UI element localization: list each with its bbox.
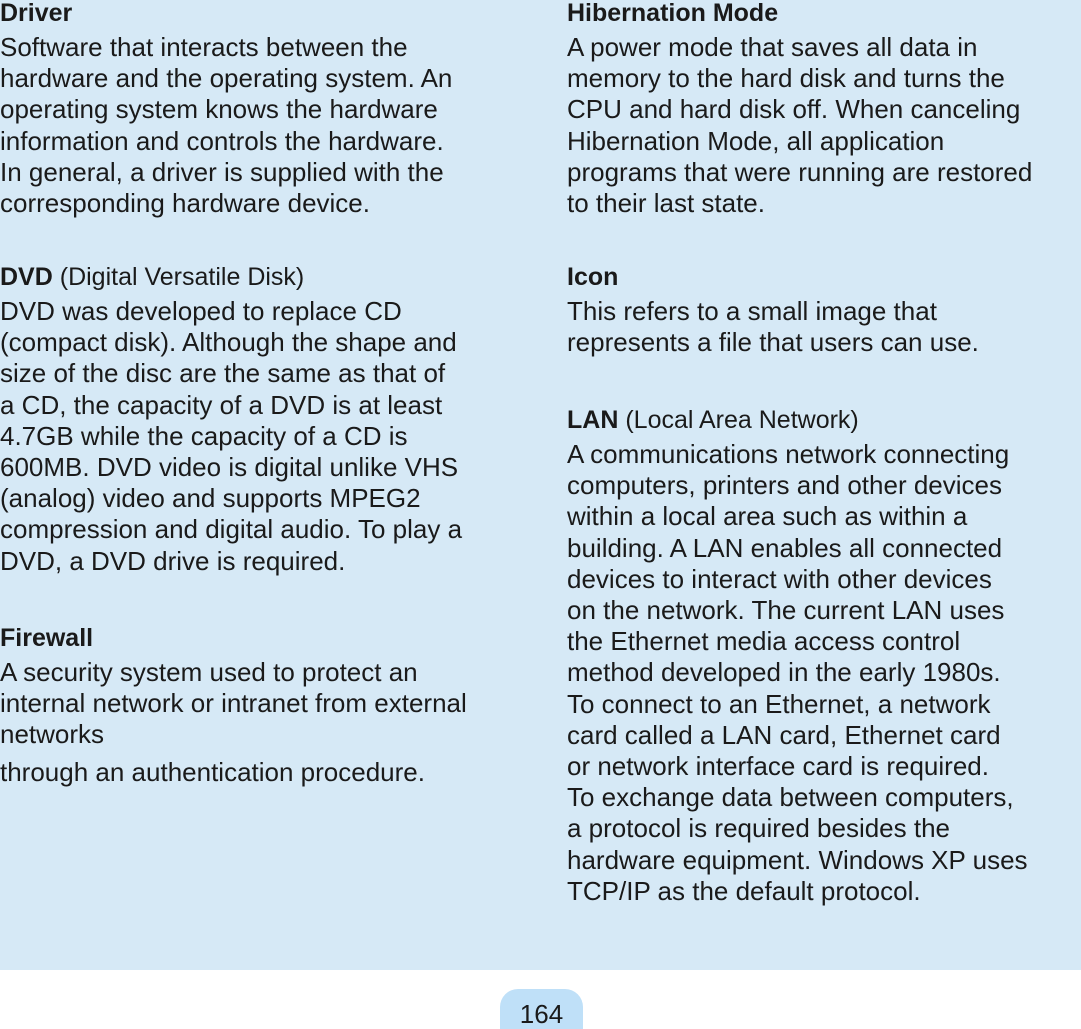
- definition-line: on the network. The current LAN uses: [567, 595, 1005, 626]
- definition-line: through an authentication procedure.: [0, 756, 425, 787]
- definition-line: To connect to an Ethernet, a network: [567, 688, 991, 719]
- glossary-definition: [0, 32, 452, 219]
- definition-line: computers, printers and other devices: [567, 470, 1002, 501]
- term-name: Icon: [567, 263, 619, 291]
- glossary-definition: [0, 657, 467, 788]
- glossary-entry-driver: [0, 0, 452, 219]
- glossary-definition: [567, 296, 979, 358]
- definition-line: size of the disc are the same as that of: [0, 358, 446, 389]
- definition-line: Hibernation Mode, all application: [567, 125, 945, 156]
- glossary-term: [0, 0, 452, 29]
- definition-line: hardware and the operating system. An: [0, 63, 453, 94]
- glossary-entry-lan: [567, 405, 1028, 907]
- glossary-definition: [567, 32, 1032, 219]
- definition-line: (analog) video and supports MPEG2: [0, 483, 421, 514]
- glossary-term: [0, 623, 467, 654]
- definition-line: information and controls the hardware.: [0, 125, 444, 156]
- glossary-term: [567, 405, 1028, 436]
- definition-line: a CD, the capacity of a DVD is at least: [0, 389, 443, 420]
- glossary-term: [0, 262, 462, 293]
- term-name: Driver: [0, 0, 73, 27]
- term-name: Hibernation Mode: [567, 0, 779, 27]
- definition-line: the Ethernet media access control: [567, 626, 961, 657]
- definition-line: DVD, a DVD drive is required.: [0, 545, 346, 576]
- term-name: Firewall: [0, 624, 94, 652]
- definition-line: within a local area such as within a: [567, 501, 968, 532]
- definition-line: compression and digital audio. To play a: [0, 514, 463, 545]
- definition-line: or network interface card is required.: [567, 751, 989, 782]
- definition-line: Software that interacts between the: [0, 32, 408, 62]
- page-number-tab: [500, 989, 583, 1029]
- definition-line: operating system knows the hardware: [0, 94, 438, 125]
- term-name: LAN: [567, 406, 619, 434]
- definition-line: This refers to a small image that: [567, 296, 937, 326]
- glossary-term: [567, 262, 979, 293]
- definition-line: DVD was developed to replace CD: [0, 296, 402, 326]
- definition-line: memory to the hard disk and turns the: [567, 63, 1005, 94]
- glossary-term: [567, 0, 1032, 29]
- term-expansion: (Local Area Network): [618, 406, 859, 434]
- definition-line: building. A LAN enables all connected: [567, 532, 1003, 563]
- definition-line: A power mode that saves all data in: [567, 32, 978, 62]
- page-number: 164: [519, 999, 564, 1029]
- definition-line: A communications network connecting: [567, 439, 1010, 469]
- definition-line: CPU and hard disk off. When canceling: [567, 94, 1021, 125]
- glossary-entry-hibernation-mode: [567, 0, 1032, 219]
- definition-line: corresponding hardware device.: [0, 188, 370, 219]
- definition-line: 4.7GB while the capacity of a CD is: [0, 420, 408, 451]
- glossary-entry-dvd: [0, 262, 462, 577]
- definition-line: represents a file that users can use.: [567, 327, 979, 358]
- definition-line: To exchange data between computers,: [567, 782, 1014, 813]
- definition-line: In general, a driver is supplied with the: [0, 156, 444, 187]
- definition-line: method developed in the early 1980s.: [567, 657, 1001, 688]
- definition-line: devices to interact with other devices: [567, 563, 992, 594]
- glossary-definition: [0, 296, 462, 577]
- definition-line: 600MB. DVD video is digital unlike VHS: [0, 452, 459, 483]
- definition-line: A security system used to protect an: [0, 657, 418, 687]
- term-expansion: (Digital Versatile Disk): [52, 263, 305, 291]
- glossary-definition: [567, 439, 1028, 907]
- definition-line: card called a LAN card, Ethernet card: [567, 719, 1001, 750]
- definition-line: networks: [0, 719, 105, 750]
- definition-line: hardware equipment. Windows XP uses: [567, 844, 1028, 875]
- definition-line: (compact disk). Although the shape and: [0, 327, 457, 358]
- definition-line: to their last state.: [567, 188, 765, 219]
- glossary-entry-icon: [567, 262, 979, 358]
- definition-line: internal network or intranet from external: [0, 688, 467, 719]
- glossary-entry-firewall: [0, 623, 467, 788]
- term-name: DVD: [0, 263, 53, 291]
- definition-line: a protocol is required besides the: [567, 813, 951, 844]
- definition-line: programs that were running are restored: [567, 156, 1033, 187]
- definition-line: TCP/IP as the default protocol.: [567, 875, 921, 906]
